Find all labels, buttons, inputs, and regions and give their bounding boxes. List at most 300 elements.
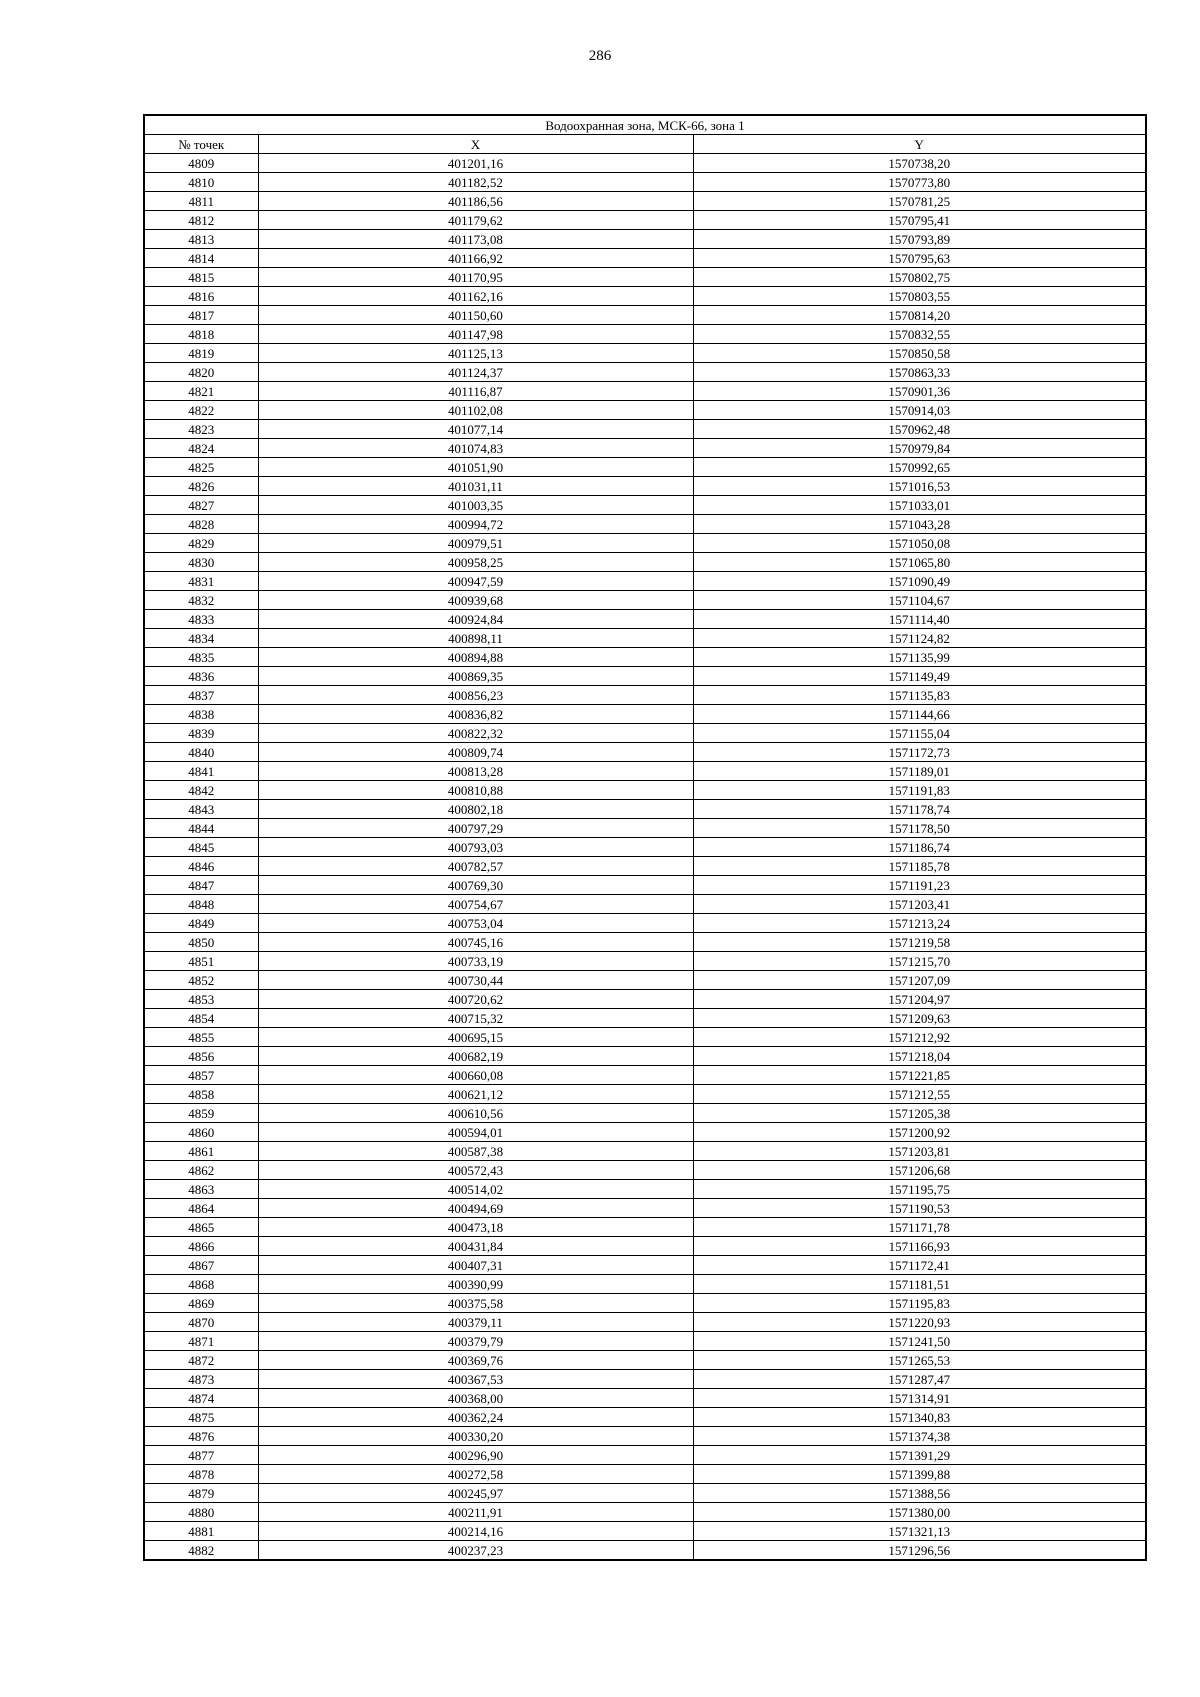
table-row — [144, 686, 1146, 705]
y-coordinate-cell: 1571190,53 — [693, 1199, 1146, 1218]
point-number-cell: 4842 — [144, 781, 258, 800]
table-row — [144, 553, 1146, 572]
x-coordinate-cell: 401125,13 — [258, 344, 693, 363]
y-coordinate-cell: 1571090,49 — [693, 572, 1146, 591]
x-coordinate-cell: 400979,51 — [258, 534, 693, 553]
x-coordinate-cell: 400367,53 — [258, 1370, 693, 1389]
x-coordinate-cell: 400407,31 — [258, 1256, 693, 1275]
table-row — [144, 572, 1146, 591]
x-coordinate-cell: 400375,58 — [258, 1294, 693, 1313]
x-coordinate-cell: 400822,32 — [258, 724, 693, 743]
y-coordinate-cell: 1571033,01 — [693, 496, 1146, 515]
table-row — [144, 1427, 1146, 1446]
x-coordinate-cell: 400939,68 — [258, 591, 693, 610]
y-coordinate-cell: 1571219,58 — [693, 933, 1146, 952]
table-row — [144, 781, 1146, 800]
x-coordinate-cell: 400330,20 — [258, 1427, 693, 1446]
point-number-cell: 4830 — [144, 553, 258, 572]
y-coordinate-cell: 1571380,00 — [693, 1503, 1146, 1522]
point-number-cell: 4872 — [144, 1351, 258, 1370]
table-row — [144, 458, 1146, 477]
table-row — [144, 344, 1146, 363]
y-coordinate-cell: 1571241,50 — [693, 1332, 1146, 1351]
table-row — [144, 1275, 1146, 1294]
point-number-cell: 4821 — [144, 382, 258, 401]
table-row — [144, 1199, 1146, 1218]
y-coordinate-cell: 1570814,20 — [693, 306, 1146, 325]
x-coordinate-cell: 400715,32 — [258, 1009, 693, 1028]
point-number-cell: 4840 — [144, 743, 258, 762]
x-coordinate-cell: 400924,84 — [258, 610, 693, 629]
table-row — [144, 192, 1146, 211]
point-number-cell: 4832 — [144, 591, 258, 610]
y-coordinate-cell: 1571114,40 — [693, 610, 1146, 629]
y-coordinate-cell: 1570901,36 — [693, 382, 1146, 401]
point-number-cell: 4813 — [144, 230, 258, 249]
table-row — [144, 971, 1146, 990]
y-coordinate-cell: 1571050,08 — [693, 534, 1146, 553]
table-row — [144, 1465, 1146, 1484]
x-coordinate-cell: 401182,52 — [258, 173, 693, 192]
y-coordinate-cell: 1571191,83 — [693, 781, 1146, 800]
point-number-cell: 4855 — [144, 1028, 258, 1047]
y-coordinate-cell: 1571185,78 — [693, 857, 1146, 876]
x-coordinate-cell: 400894,88 — [258, 648, 693, 667]
x-coordinate-cell: 401074,83 — [258, 439, 693, 458]
y-coordinate-cell: 1571195,75 — [693, 1180, 1146, 1199]
x-coordinate-cell: 400368,00 — [258, 1389, 693, 1408]
y-coordinate-cell: 1571374,38 — [693, 1427, 1146, 1446]
y-coordinate-cell: 1571172,73 — [693, 743, 1146, 762]
y-coordinate-cell: 1571206,68 — [693, 1161, 1146, 1180]
table-row — [144, 1484, 1146, 1503]
y-coordinate-cell: 1570992,65 — [693, 458, 1146, 477]
point-number-cell: 4827 — [144, 496, 258, 515]
table-row — [144, 1123, 1146, 1142]
table-row — [144, 857, 1146, 876]
y-coordinate-cell: 1571205,38 — [693, 1104, 1146, 1123]
x-coordinate-cell: 400431,84 — [258, 1237, 693, 1256]
table-row — [144, 515, 1146, 534]
point-number-cell: 4847 — [144, 876, 258, 895]
x-coordinate-cell: 401186,56 — [258, 192, 693, 211]
x-coordinate-cell: 400594,01 — [258, 1123, 693, 1142]
x-coordinate-cell: 400473,18 — [258, 1218, 693, 1237]
x-coordinate-cell: 400272,58 — [258, 1465, 693, 1484]
y-coordinate-cell: 1570979,84 — [693, 439, 1146, 458]
x-coordinate-cell: 401124,37 — [258, 363, 693, 382]
point-number-cell: 4859 — [144, 1104, 258, 1123]
table-row — [144, 1370, 1146, 1389]
table-row — [144, 1066, 1146, 1085]
y-coordinate-cell: 1570863,33 — [693, 363, 1146, 382]
table-row — [144, 1332, 1146, 1351]
point-number-cell: 4838 — [144, 705, 258, 724]
table-row — [144, 1503, 1146, 1522]
x-coordinate-cell: 401179,62 — [258, 211, 693, 230]
column-header-x: X — [258, 135, 693, 154]
x-coordinate-cell: 400856,23 — [258, 686, 693, 705]
y-coordinate-cell: 1571181,51 — [693, 1275, 1146, 1294]
y-coordinate-cell: 1571189,01 — [693, 762, 1146, 781]
x-coordinate-cell: 401116,87 — [258, 382, 693, 401]
point-number-cell: 4836 — [144, 667, 258, 686]
point-number-cell: 4851 — [144, 952, 258, 971]
point-number-cell: 4865 — [144, 1218, 258, 1237]
x-coordinate-cell: 401173,08 — [258, 230, 693, 249]
table-row — [144, 249, 1146, 268]
point-number-cell: 4869 — [144, 1294, 258, 1313]
point-number-cell: 4828 — [144, 515, 258, 534]
table-body — [144, 154, 1146, 1561]
y-coordinate-cell: 1571265,53 — [693, 1351, 1146, 1370]
x-coordinate-cell: 401170,95 — [258, 268, 693, 287]
y-coordinate-cell: 1571200,92 — [693, 1123, 1146, 1142]
x-coordinate-cell: 401003,35 — [258, 496, 693, 515]
table-row — [144, 667, 1146, 686]
x-coordinate-cell: 400769,30 — [258, 876, 693, 895]
table-row — [144, 895, 1146, 914]
table-row — [144, 876, 1146, 895]
x-coordinate-cell: 400802,18 — [258, 800, 693, 819]
y-coordinate-cell: 1571178,50 — [693, 819, 1146, 838]
x-coordinate-cell: 401077,14 — [258, 420, 693, 439]
column-header-point-number: № точек — [144, 135, 258, 154]
point-number-cell: 4861 — [144, 1142, 258, 1161]
table-row — [144, 914, 1146, 933]
table-row — [144, 952, 1146, 971]
y-coordinate-cell: 1570795,63 — [693, 249, 1146, 268]
x-coordinate-cell: 400947,59 — [258, 572, 693, 591]
y-coordinate-cell: 1571043,28 — [693, 515, 1146, 534]
table-row — [144, 762, 1146, 781]
point-number-cell: 4822 — [144, 401, 258, 420]
x-coordinate-cell: 401162,16 — [258, 287, 693, 306]
x-coordinate-cell: 400730,44 — [258, 971, 693, 990]
table-caption: Водоохранная зона, МСК-66, зона 1 — [144, 115, 1146, 135]
table-row — [144, 477, 1146, 496]
table-row — [144, 420, 1146, 439]
table-row — [144, 211, 1146, 230]
y-coordinate-cell: 1571287,47 — [693, 1370, 1146, 1389]
table-row — [144, 705, 1146, 724]
table-row — [144, 1161, 1146, 1180]
point-number-cell: 4833 — [144, 610, 258, 629]
point-number-cell: 4824 — [144, 439, 258, 458]
table-row — [144, 401, 1146, 420]
y-coordinate-cell: 1570914,03 — [693, 401, 1146, 420]
y-coordinate-cell: 1571178,74 — [693, 800, 1146, 819]
coordinates-table — [143, 114, 1147, 1561]
x-coordinate-cell: 401031,11 — [258, 477, 693, 496]
table-row — [144, 724, 1146, 743]
x-coordinate-cell: 400809,74 — [258, 743, 693, 762]
y-coordinate-cell: 1571203,81 — [693, 1142, 1146, 1161]
table-row — [144, 1142, 1146, 1161]
table-row — [144, 325, 1146, 344]
table-row — [144, 1237, 1146, 1256]
point-number-cell: 4831 — [144, 572, 258, 591]
column-header-y: Y — [693, 135, 1146, 154]
point-number-cell: 4852 — [144, 971, 258, 990]
y-coordinate-cell: 1570781,25 — [693, 192, 1146, 211]
y-coordinate-cell: 1571220,93 — [693, 1313, 1146, 1332]
x-coordinate-cell: 400782,57 — [258, 857, 693, 876]
point-number-cell: 4844 — [144, 819, 258, 838]
table-row — [144, 1047, 1146, 1066]
point-number-cell: 4862 — [144, 1161, 258, 1180]
y-coordinate-cell: 1571212,55 — [693, 1085, 1146, 1104]
y-coordinate-cell: 1571135,83 — [693, 686, 1146, 705]
x-coordinate-cell: 401201,16 — [258, 154, 693, 173]
table-row — [144, 1294, 1146, 1313]
y-coordinate-cell: 1571340,83 — [693, 1408, 1146, 1427]
point-number-cell: 4809 — [144, 154, 258, 173]
table-row — [144, 933, 1146, 952]
table-row — [144, 1446, 1146, 1465]
x-coordinate-cell: 400494,69 — [258, 1199, 693, 1218]
point-number-cell: 4870 — [144, 1313, 258, 1332]
table-header-row — [144, 135, 1146, 154]
y-coordinate-cell: 1570850,58 — [693, 344, 1146, 363]
x-coordinate-cell: 400994,72 — [258, 515, 693, 534]
point-number-cell: 4823 — [144, 420, 258, 439]
table-row — [144, 534, 1146, 553]
y-coordinate-cell: 1571144,66 — [693, 705, 1146, 724]
point-number-cell: 4839 — [144, 724, 258, 743]
point-number-cell: 4841 — [144, 762, 258, 781]
table-row — [144, 800, 1146, 819]
point-number-cell: 4818 — [144, 325, 258, 344]
table-row — [144, 743, 1146, 762]
point-number-cell: 4816 — [144, 287, 258, 306]
y-coordinate-cell: 1571065,80 — [693, 553, 1146, 572]
y-coordinate-cell: 1571172,41 — [693, 1256, 1146, 1275]
x-coordinate-cell: 400214,16 — [258, 1522, 693, 1541]
point-number-cell: 4820 — [144, 363, 258, 382]
table-row — [144, 819, 1146, 838]
table-row — [144, 1009, 1146, 1028]
table-row — [144, 1522, 1146, 1541]
y-coordinate-cell: 1571218,04 — [693, 1047, 1146, 1066]
y-coordinate-cell: 1571296,56 — [693, 1541, 1146, 1561]
y-coordinate-cell: 1571195,83 — [693, 1294, 1146, 1313]
x-coordinate-cell: 400695,15 — [258, 1028, 693, 1047]
point-number-cell: 4845 — [144, 838, 258, 857]
x-coordinate-cell: 400797,29 — [258, 819, 693, 838]
y-coordinate-cell: 1570793,89 — [693, 230, 1146, 249]
point-number-cell: 4815 — [144, 268, 258, 287]
point-number-cell: 4843 — [144, 800, 258, 819]
table-caption-row — [144, 115, 1146, 135]
x-coordinate-cell: 400572,43 — [258, 1161, 693, 1180]
point-number-cell: 4850 — [144, 933, 258, 952]
x-coordinate-cell: 400610,56 — [258, 1104, 693, 1123]
point-number-cell: 4854 — [144, 1009, 258, 1028]
x-coordinate-cell: 400514,02 — [258, 1180, 693, 1199]
point-number-cell: 4882 — [144, 1541, 258, 1561]
x-coordinate-cell: 401150,60 — [258, 306, 693, 325]
point-number-cell: 4819 — [144, 344, 258, 363]
x-coordinate-cell: 401051,90 — [258, 458, 693, 477]
y-coordinate-cell: 1571391,29 — [693, 1446, 1146, 1465]
x-coordinate-cell: 400660,08 — [258, 1066, 693, 1085]
point-number-cell: 4880 — [144, 1503, 258, 1522]
point-number-cell: 4864 — [144, 1199, 258, 1218]
table-row — [144, 1408, 1146, 1427]
point-number-cell: 4878 — [144, 1465, 258, 1484]
table-row — [144, 154, 1146, 173]
y-coordinate-cell: 1571149,49 — [693, 667, 1146, 686]
x-coordinate-cell: 401166,92 — [258, 249, 693, 268]
table-row — [144, 1218, 1146, 1237]
y-coordinate-cell: 1571016,53 — [693, 477, 1146, 496]
y-coordinate-cell: 1571135,99 — [693, 648, 1146, 667]
y-coordinate-cell: 1571124,82 — [693, 629, 1146, 648]
x-coordinate-cell: 400869,35 — [258, 667, 693, 686]
table-row — [144, 1313, 1146, 1332]
point-number-cell: 4812 — [144, 211, 258, 230]
y-coordinate-cell: 1571186,74 — [693, 838, 1146, 857]
point-number-cell: 4856 — [144, 1047, 258, 1066]
y-coordinate-cell: 1570738,20 — [693, 154, 1146, 173]
table-row — [144, 990, 1146, 1009]
point-number-cell: 4860 — [144, 1123, 258, 1142]
x-coordinate-cell: 400793,03 — [258, 838, 693, 857]
point-number-cell: 4871 — [144, 1332, 258, 1351]
table-row — [144, 287, 1146, 306]
x-coordinate-cell: 400733,19 — [258, 952, 693, 971]
point-number-cell: 4814 — [144, 249, 258, 268]
table-row — [144, 1085, 1146, 1104]
point-number-cell: 4881 — [144, 1522, 258, 1541]
point-number-cell: 4837 — [144, 686, 258, 705]
point-number-cell: 4863 — [144, 1180, 258, 1199]
point-number-cell: 4825 — [144, 458, 258, 477]
table-row — [144, 1351, 1146, 1370]
y-coordinate-cell: 1571166,93 — [693, 1237, 1146, 1256]
table-row — [144, 363, 1146, 382]
x-coordinate-cell: 400682,19 — [258, 1047, 693, 1066]
y-coordinate-cell: 1571204,97 — [693, 990, 1146, 1009]
point-number-cell: 4867 — [144, 1256, 258, 1275]
y-coordinate-cell: 1570803,55 — [693, 287, 1146, 306]
table-row — [144, 1541, 1146, 1561]
x-coordinate-cell: 400836,82 — [258, 705, 693, 724]
point-number-cell: 4853 — [144, 990, 258, 1009]
point-number-cell: 4826 — [144, 477, 258, 496]
point-number-cell: 4868 — [144, 1275, 258, 1294]
y-coordinate-cell: 1571207,09 — [693, 971, 1146, 990]
y-coordinate-cell: 1571191,23 — [693, 876, 1146, 895]
point-number-cell: 4857 — [144, 1066, 258, 1085]
table-row — [144, 629, 1146, 648]
point-number-cell: 4848 — [144, 895, 258, 914]
point-number-cell: 4866 — [144, 1237, 258, 1256]
x-coordinate-cell: 400237,23 — [258, 1541, 693, 1561]
y-coordinate-cell: 1570773,80 — [693, 173, 1146, 192]
x-coordinate-cell: 400587,38 — [258, 1142, 693, 1161]
x-coordinate-cell: 400296,90 — [258, 1446, 693, 1465]
table-row — [144, 610, 1146, 629]
x-coordinate-cell: 400621,12 — [258, 1085, 693, 1104]
table-row — [144, 306, 1146, 325]
point-number-cell: 4877 — [144, 1446, 258, 1465]
table-row — [144, 1028, 1146, 1047]
table-row — [144, 1256, 1146, 1275]
y-coordinate-cell: 1571388,56 — [693, 1484, 1146, 1503]
point-number-cell: 4835 — [144, 648, 258, 667]
x-coordinate-cell: 400754,67 — [258, 895, 693, 914]
x-coordinate-cell: 400379,79 — [258, 1332, 693, 1351]
y-coordinate-cell: 1571203,41 — [693, 895, 1146, 914]
x-coordinate-cell: 400745,16 — [258, 933, 693, 952]
point-number-cell: 4834 — [144, 629, 258, 648]
x-coordinate-cell: 400810,88 — [258, 781, 693, 800]
point-number-cell: 4875 — [144, 1408, 258, 1427]
y-coordinate-cell: 1571171,78 — [693, 1218, 1146, 1237]
y-coordinate-cell: 1571104,67 — [693, 591, 1146, 610]
x-coordinate-cell: 400362,24 — [258, 1408, 693, 1427]
y-coordinate-cell: 1570832,55 — [693, 325, 1146, 344]
y-coordinate-cell: 1571213,24 — [693, 914, 1146, 933]
point-number-cell: 4873 — [144, 1370, 258, 1389]
x-coordinate-cell: 400245,97 — [258, 1484, 693, 1503]
y-coordinate-cell: 1570962,48 — [693, 420, 1146, 439]
table-row — [144, 439, 1146, 458]
y-coordinate-cell: 1571399,88 — [693, 1465, 1146, 1484]
y-coordinate-cell: 1570795,41 — [693, 211, 1146, 230]
table-row — [144, 268, 1146, 287]
table-row — [144, 382, 1146, 401]
x-coordinate-cell: 401102,08 — [258, 401, 693, 420]
x-coordinate-cell: 400720,62 — [258, 990, 693, 1009]
point-number-cell: 4858 — [144, 1085, 258, 1104]
x-coordinate-cell: 400390,99 — [258, 1275, 693, 1294]
y-coordinate-cell: 1571314,91 — [693, 1389, 1146, 1408]
x-coordinate-cell: 400958,25 — [258, 553, 693, 572]
x-coordinate-cell: 400813,28 — [258, 762, 693, 781]
x-coordinate-cell: 400753,04 — [258, 914, 693, 933]
point-number-cell: 4876 — [144, 1427, 258, 1446]
point-number-cell: 4811 — [144, 192, 258, 211]
table-row — [144, 1389, 1146, 1408]
table-row — [144, 648, 1146, 667]
page-number: 286 — [588, 48, 612, 64]
table-row — [144, 230, 1146, 249]
table-row — [144, 838, 1146, 857]
point-number-cell: 4829 — [144, 534, 258, 553]
x-coordinate-cell: 400369,76 — [258, 1351, 693, 1370]
y-coordinate-cell: 1571212,92 — [693, 1028, 1146, 1047]
table-row — [144, 1180, 1146, 1199]
point-number-cell: 4817 — [144, 306, 258, 325]
point-number-cell: 4874 — [144, 1389, 258, 1408]
y-coordinate-cell: 1571221,85 — [693, 1066, 1146, 1085]
table-row — [144, 173, 1146, 192]
table-row — [144, 591, 1146, 610]
point-number-cell: 4846 — [144, 857, 258, 876]
y-coordinate-cell: 1570802,75 — [693, 268, 1146, 287]
y-coordinate-cell: 1571215,70 — [693, 952, 1146, 971]
y-coordinate-cell: 1571155,04 — [693, 724, 1146, 743]
table-row — [144, 496, 1146, 515]
x-coordinate-cell: 400379,11 — [258, 1313, 693, 1332]
point-number-cell: 4849 — [144, 914, 258, 933]
y-coordinate-cell: 1571209,63 — [693, 1009, 1146, 1028]
x-coordinate-cell: 400211,91 — [258, 1503, 693, 1522]
point-number-cell: 4810 — [144, 173, 258, 192]
